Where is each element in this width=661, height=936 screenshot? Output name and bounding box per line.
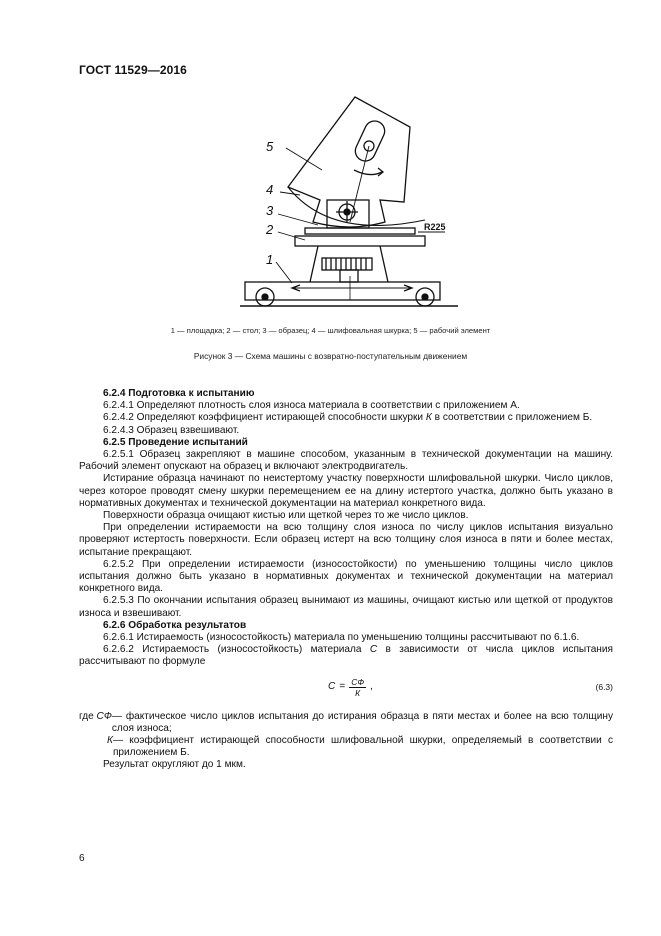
formula-expression: С = $\frac{СФ}{К}$ , bbox=[328, 676, 373, 698]
paragraph-6-2-5-2: 6.2.5.2 При определении истираемости (износостойкости) по уменьшению толщины число циклов испытания должно быть указано в нормативных документах и технической документации на материал конкретного вида. bbox=[79, 558, 613, 595]
section-6-2-5-heading: 6.2.5 Проведение испытаний bbox=[103, 436, 248, 448]
section-6-2-4-heading: 6.2.4 Подготовка к испытанию bbox=[103, 388, 255, 399]
where-k: К — коэффициент истирающей способности шлифовальной шкурки, определяемый в соответствии с приложением Б. bbox=[107, 735, 613, 759]
label-1: 1 bbox=[266, 252, 274, 267]
radius-label: R225 bbox=[424, 222, 446, 232]
machine-schematic-figure bbox=[0, 0, 661, 340]
formula-denominator: К bbox=[355, 687, 361, 698]
document-header: ГОСТ 11529—2016 bbox=[79, 63, 187, 77]
section-6-2-6-heading: 6.2.6 Обработка результатов bbox=[103, 619, 247, 631]
paragraph-6-2-5-3: 6.2.5.3 По окончании испытания образец вынимают из машины, очищают кистью или щеткой от продуктов износа и взвешивают. bbox=[79, 595, 613, 619]
formula-number: (6.3) bbox=[595, 681, 613, 692]
result-rounding: Результат округляют до 1 мкм. bbox=[103, 759, 246, 771]
figure-legend: 1 — площадка; 2 — стол; 3 — образец; 4 — шлифовальная шкурка; 5 — рабочий элемент bbox=[170, 326, 491, 335]
paragraph-6-2-5-1: 6.2.5.1 Образец закрепляют в машине способом, указанным в технической документации на машину. Рабочий элемент опускают на образец и включают электродвигатель. bbox=[79, 449, 613, 473]
label-4: 4 bbox=[266, 182, 274, 197]
where-c-phi: где СФ — фактическое число циклов испытания до истирания образца в пяти местах и более на всю толщину слоя износа; bbox=[79, 710, 613, 734]
paragraph-surface: Поверхности образца очищают кистью или щеткой через то же число циклов. bbox=[103, 510, 469, 522]
label-3: 3 bbox=[266, 203, 274, 218]
page-number: 6 bbox=[79, 853, 85, 864]
formula-6-3 bbox=[79, 671, 613, 711]
formula-numerator: СФ bbox=[351, 676, 365, 687]
paragraph-abrasion: Истирание образца начинают по неистертому участку поверхности шлифовальной шкурки. Число циклов, через которое проводят смену шкурки перемещением ее на длину истертого участка, должно быть указано в нормативных документах и технической документации на материал конкретного вида. bbox=[79, 473, 613, 509]
paragraph-6-2-6-1: 6.2.6.1 Истираемость (износостойкость) материала по уменьшению толщины рассчитывают по 6.1.6. bbox=[103, 632, 580, 644]
label-2: 2 bbox=[266, 222, 274, 237]
working-element bbox=[288, 97, 410, 227]
figure-caption: Рисунок 3 — Схема машины с возвратно-поступательным движением bbox=[193, 351, 468, 361]
paragraph-6-2-6-2: 6.2.6.2 Истираемость (износостойкость) материала С в зависимости от числа циклов испытания рассчитывают по формуле bbox=[79, 644, 613, 668]
paragraph-6-2-4-1: 6.2.4.1 Определяют плотность слоя износа материала в соответствии с приложением А. bbox=[103, 400, 520, 412]
gear bbox=[322, 258, 372, 270]
specimen bbox=[305, 228, 415, 234]
label-5: 5 bbox=[266, 139, 274, 154]
table bbox=[295, 236, 425, 246]
paragraph-visual: При определении истираемости на всю толщину слоя износа по числу циклов испытания визуально проверяют истертость поверхности. Если образец истерт на всю толщину слоя износа в пяти и более местах, испытание прекращают. bbox=[79, 522, 613, 558]
paragraph-6-2-4-3: 6.2.4.3 Образец взвешивают. bbox=[103, 424, 240, 436]
body-text bbox=[79, 388, 613, 772]
paragraph-6-2-4-2: 6.2.4.2 Определяют коэффициент истирающей способности шкурки К в соответствии с приложением Б. bbox=[103, 412, 593, 424]
